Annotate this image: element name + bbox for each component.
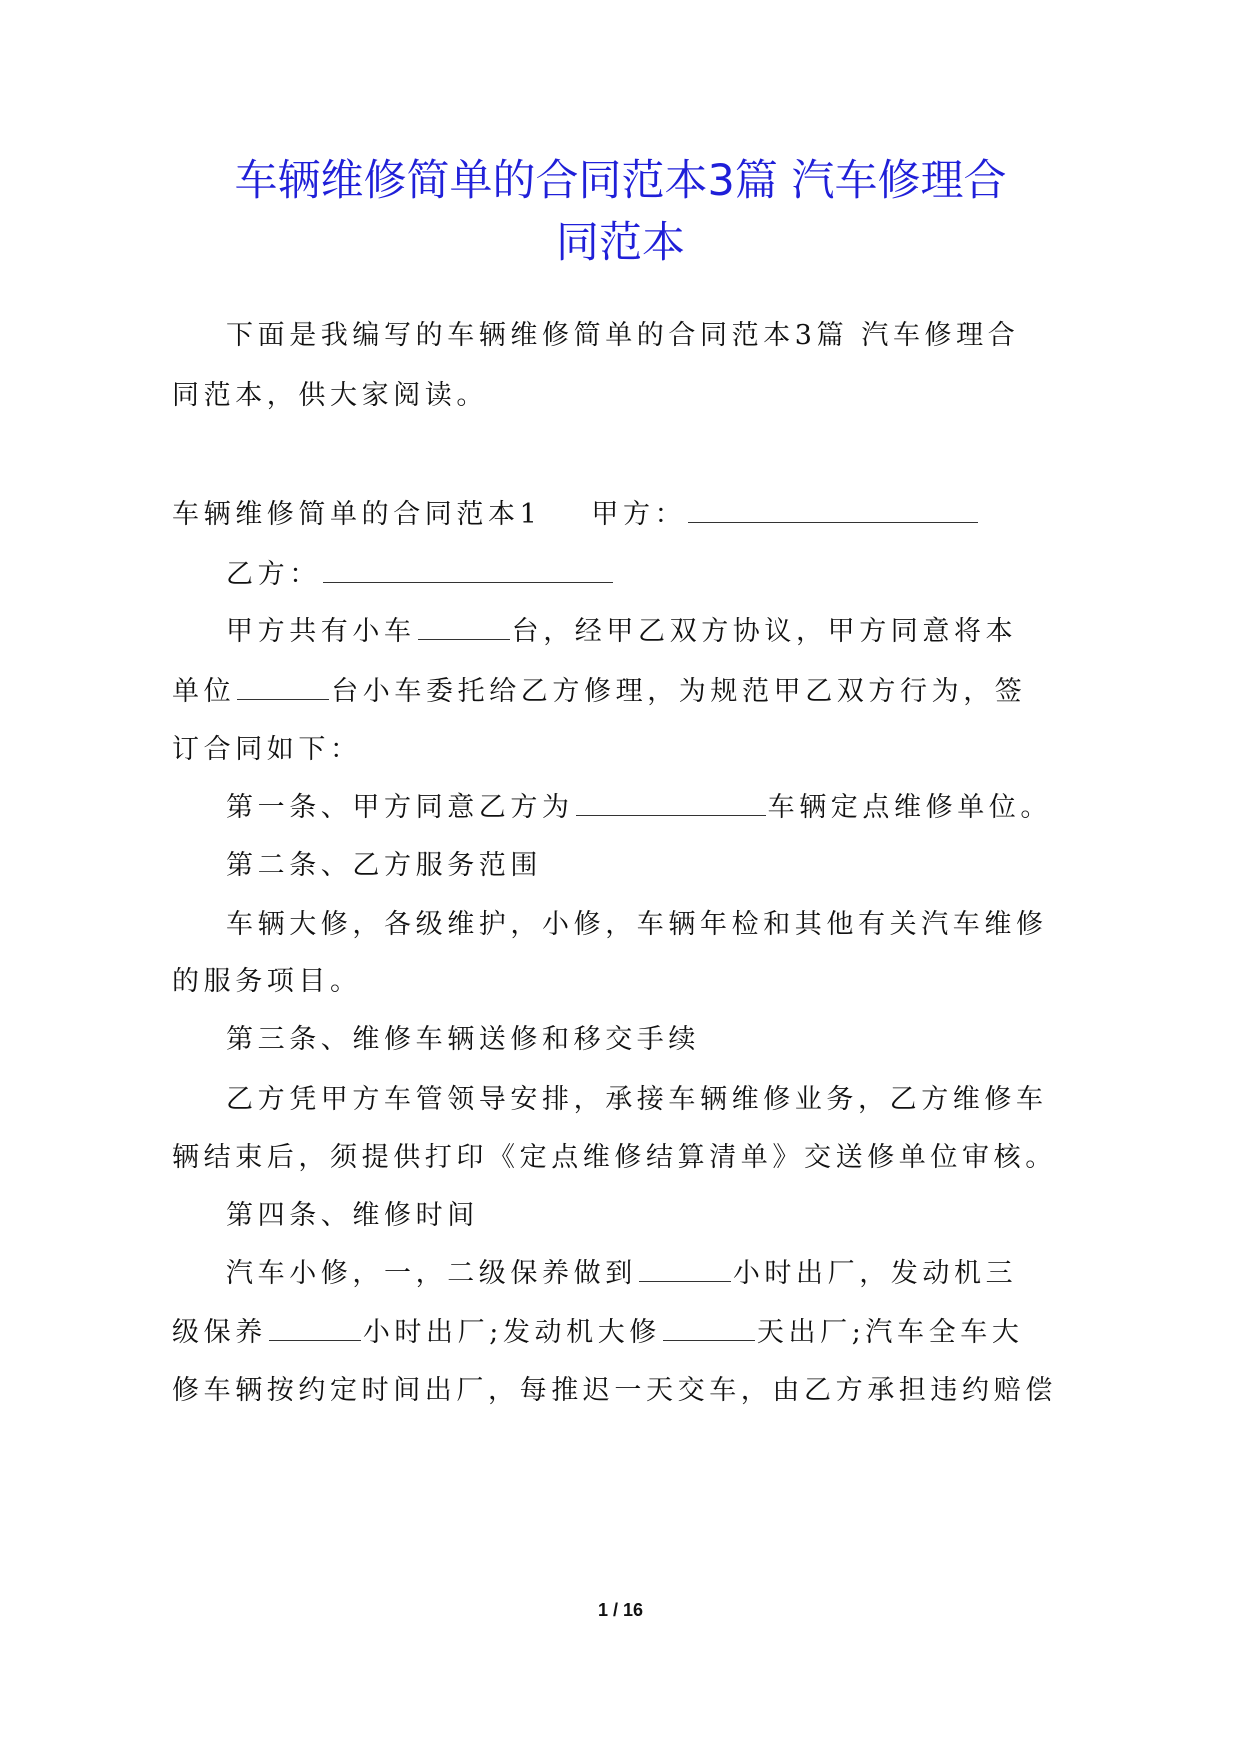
vehicle-type-blank (576, 791, 766, 816)
page-number: 1 / 16 (597, 1600, 644, 1620)
contract-heading-line (172, 495, 980, 535)
p1-text-a: 甲方共有小车 (226, 616, 416, 647)
article-4-line-2 (172, 1313, 1023, 1353)
party-b-blank (323, 558, 613, 583)
party-b-line (226, 555, 615, 595)
art4-text-d: 小时出厂;发动机大修 (362, 1317, 661, 1348)
art1-text-a: 第一条、甲方同意乙方为 (226, 792, 574, 823)
article-4-line-1 (226, 1254, 1017, 1294)
minor-repair-hours-blank (639, 1257, 731, 1282)
article-2-title: 第二条、乙方服务范围 (226, 850, 542, 881)
paragraph-1-line-3: 订合同如下： (172, 734, 362, 765)
document-title-line-1: 车辆维修简单的合同范本3篇 汽车修理合 (234, 156, 1007, 206)
article-2-line-1: 车辆大修，各级维护，小修，车辆年检和其他有关汽车维修 (226, 909, 1048, 940)
art4-text-e: 天出厂;汽车全车大 (756, 1317, 1024, 1348)
car-count-blank (418, 615, 510, 640)
art4-text-b: 小时出厂，发动机三 (732, 1258, 1018, 1289)
article-4-line-3: 修车辆按约定时间出厂，每推迟一天交车，由乙方承担违约赔偿 (172, 1375, 1057, 1406)
contract-heading: 车辆维修简单的合同范本1 (172, 499, 542, 530)
document-title-line-2: 同范本 (556, 218, 685, 268)
party-a-label: 甲方： (591, 499, 687, 530)
engine-overhaul-days-blank (663, 1316, 755, 1341)
paragraph-1-line-1 (226, 612, 1017, 652)
paragraph-1-line-2 (172, 672, 1026, 712)
third-level-hours-blank (269, 1316, 361, 1341)
art1-text-b: 车辆定点维修单位。 (767, 792, 1053, 823)
article-1 (226, 788, 1052, 828)
art4-text-a: 汽车小修，一，二级保养做到 (226, 1258, 637, 1289)
art4-text-c: 级保养 (172, 1317, 267, 1348)
article-3-line-2: 辆结束后，须提供打印《定点维修结算清单》交送修单位审核。 (172, 1142, 1057, 1173)
article-3-line-1: 乙方凭甲方车管领导安排，承接车辆维修业务，乙方维修车 (226, 1084, 1048, 1115)
article-2-line-2: 的服务项目。 (172, 966, 362, 997)
entrusted-count-blank (237, 675, 329, 700)
p1-text-b: 台，经甲乙双方协议，甲方同意将本 (511, 616, 1018, 647)
p1-text-c: 单位 (172, 676, 236, 707)
article-4-title: 第四条、维修时间 (226, 1200, 479, 1231)
party-b-label: 乙方： (226, 559, 321, 590)
party-a-blank (688, 498, 978, 523)
p1-text-d: 台小车委托给乙方修理，为规范甲乙双方行为，签 (331, 676, 1027, 707)
intro-line-2: 同范本，供大家阅读。 (172, 380, 488, 411)
intro-line-1: 下面是我编写的车辆维修简单的合同范本3篇 汽车修理合 (226, 320, 1020, 351)
article-3-title: 第三条、维修车辆送修和移交手续 (226, 1024, 700, 1055)
